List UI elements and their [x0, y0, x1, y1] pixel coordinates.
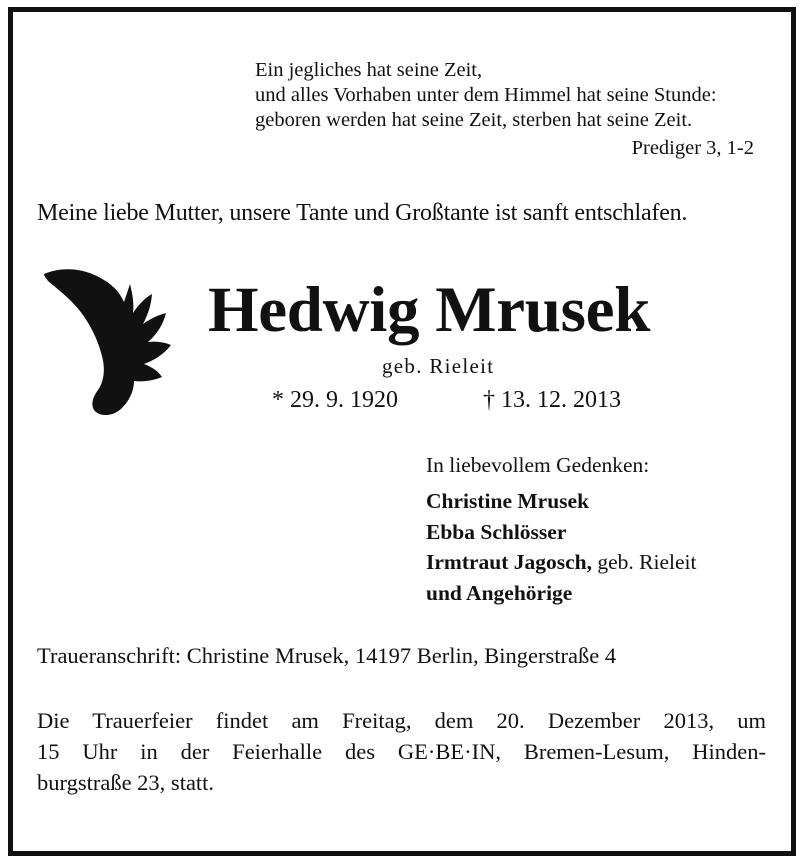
mourner — [426, 517, 697, 548]
verse-line: Ein jegliches hat seine Zeit, — [255, 59, 483, 81]
mourner-note: geb. Rieleit — [592, 550, 697, 574]
death-date: † 13. 12. 2013 — [483, 387, 621, 413]
antler-icon — [44, 266, 174, 418]
bible-verse — [255, 58, 717, 133]
deceased-name: Hedwig Mrusek — [208, 274, 651, 346]
mourning-address: Traueranschrift: Christine Mrusek, 14197 Berlin, Bingerstraße 4 — [37, 643, 617, 668]
mourner-name: Ebba Schlösser — [426, 519, 567, 544]
mourner — [426, 486, 697, 517]
funeral-info-line: Die Trauerfeier findet am Freitag, dem 20. Dezember 2013, um — [37, 708, 766, 733]
mourner — [426, 578, 697, 609]
funeral-info-line: 15 Uhr in der Feierhalle des GE·BE·IN, Bremen-Lesum, Hinden- — [37, 739, 766, 764]
mourner — [426, 547, 697, 578]
funeral-info-line: burgstraße 23, statt. — [37, 770, 215, 795]
mourner-name: und Angehörige — [426, 580, 573, 605]
funeral-info — [37, 705, 766, 798]
intro-sentence: Meine liebe Mutter, unsere Tante und Großtante ist sanft entschlafen. — [37, 200, 688, 226]
mourner-name: Irmtraut Jagosch, — [426, 550, 593, 574]
mourners-list — [426, 486, 697, 608]
verse-line: und alles Vorhaben unter dem Himmel hat seine Stunde: — [255, 84, 717, 106]
verse-source: Prediger 3, 1-2 — [631, 137, 754, 159]
verse-line: geboren werden hat seine Zeit, sterben hat seine Zeit. — [255, 109, 693, 131]
birth-date: * 29. 9. 1920 — [272, 387, 398, 413]
mourner-name: Christine Mrusek — [426, 489, 590, 513]
maiden-name: geb. Rieleit — [382, 354, 495, 378]
memorial-heading: In liebevollem Gedenken: — [426, 453, 650, 477]
